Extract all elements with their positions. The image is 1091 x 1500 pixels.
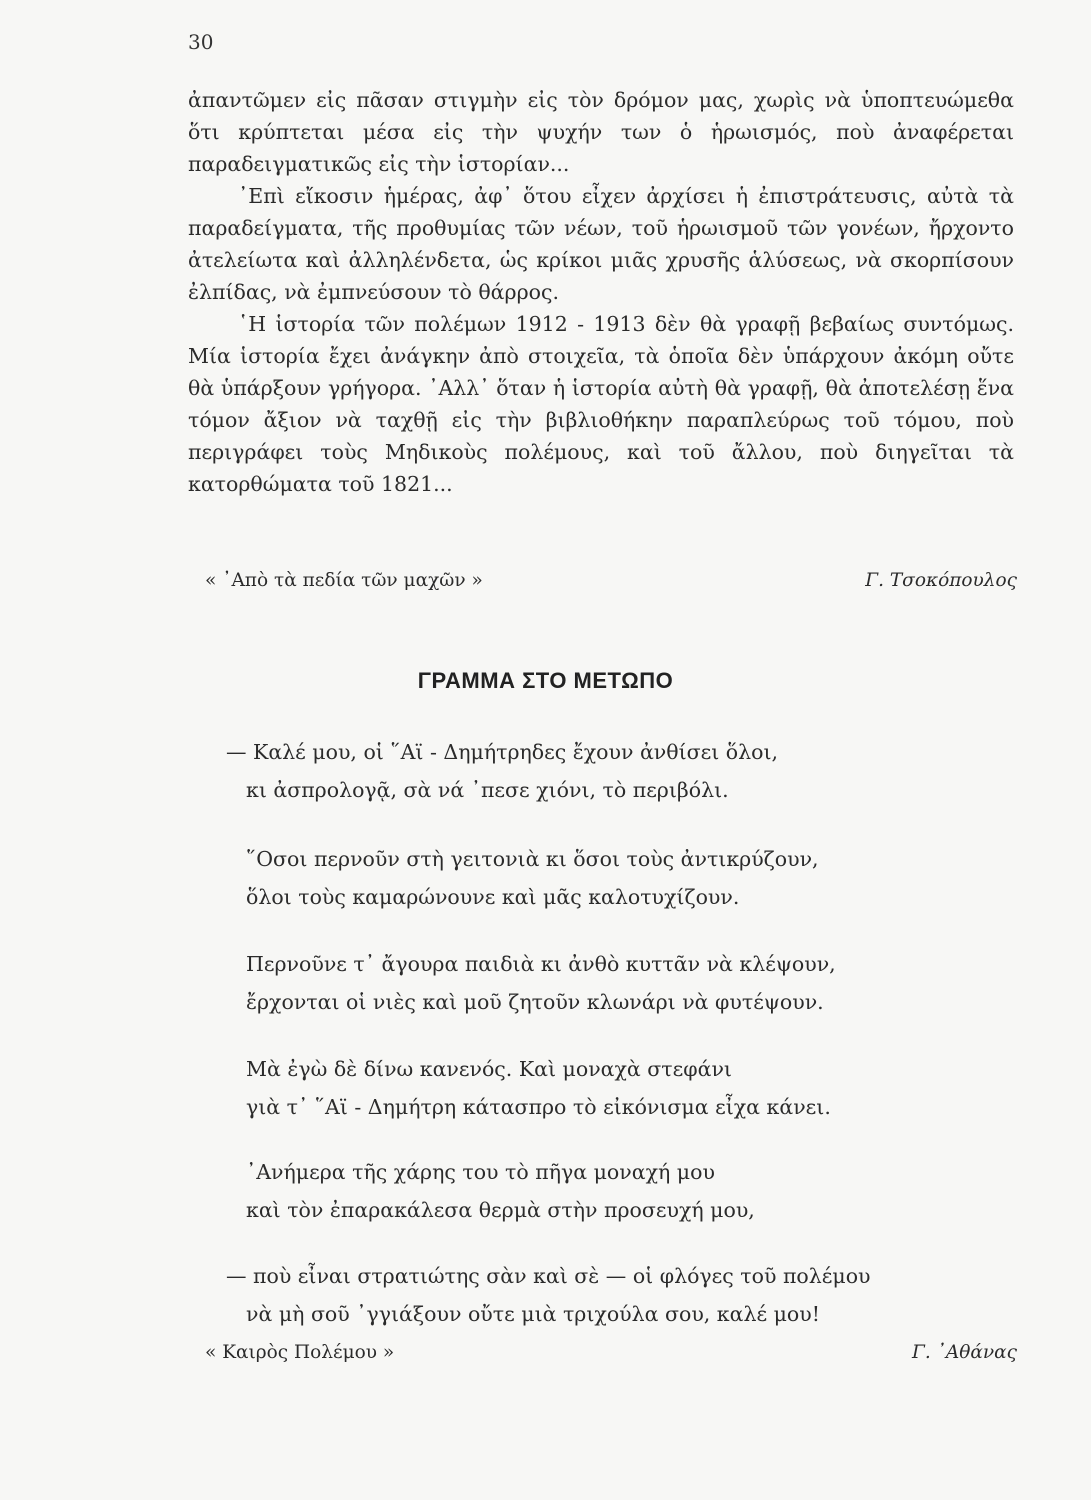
poem-stanza-5 bbox=[226, 1153, 755, 1229]
poem-line: ῞Οσοι περνοῦν στὴ γειτονιὰ κι ὅσοι τοὺς ἀντικρύζουν, bbox=[246, 847, 819, 871]
poem-line: — ποὺ εἶναι στρατιώτης σὰν καὶ σὲ — οἱ φλόγες τοῦ πολέμου bbox=[226, 1264, 871, 1288]
paragraph-1: ἀπαντῶμεν εἰς πᾶσαν στιγμὴν εἰς τὸν δρόμον μας, χωρὶς νὰ ὑποπτευώμεθα ὅτι κρύπτεται μέσα εἰς τὴν ψυχήν των ὁ ἡρωισμός, ποὺ ἀναφέρεται παραδειγματικῶς εἰς τὴν ἱστορίαν... bbox=[188, 88, 1014, 176]
poem-stanza-4 bbox=[226, 1050, 831, 1126]
paragraph-3: ῾Η ἱστορία τῶν πολέμων 1912 - 1913 δὲν θὰ γραφῇ βεβαίως συντόμως. Μία ἱστορία ἔχει ἀνάγκην ἀπὸ στοιχεῖα, τὰ ὁποῖα δὲν ὑπάρχουν ἀκόμη οὔτε θὰ ὑπάρξουν γρήγορα. ᾿Αλλ᾿ ὅταν ἡ ἱστορία αὐτὴ θὰ γραφῇ, θὰ ἀποτελέσῃ ἕνα τόμον ἄξιον νὰ ταχθῇ εἰς τὴν βιβλιοθήκην παραπλεύρως τοῦ τόμου, ποὺ περιγράφει τοὺς Μηδικοὺς πολέμους, καὶ τοῦ ἄλλου, ποὺ διηγεῖται τὰ κατορθώματα τοῦ 1821... bbox=[188, 312, 1014, 496]
citation-author: Γ. Τσοκόπουλος bbox=[865, 570, 1017, 591]
poem-line: Μὰ ἐγὼ δὲ δίνω κανενός. Καὶ μοναχὰ στεφάνι bbox=[246, 1057, 732, 1081]
poem-line: ὅλοι τοὺς καμαρώνουνε καὶ μᾶς καλοτυχίζουν. bbox=[246, 885, 740, 909]
citation-source: « Καιρὸς Πολέμου » bbox=[205, 1342, 395, 1363]
citation-author: Γ. ᾿Αθάνας bbox=[912, 1342, 1017, 1363]
poem-stanza-6 bbox=[226, 1257, 871, 1333]
poem-line: καὶ τὸν ἐπαρακάλεσα θερμὰ στὴν προσευχή μου, bbox=[246, 1198, 755, 1222]
poem-title: ΓΡΑΜΜΑ ΣΤΟ ΜΕΤΩΠΟ bbox=[417, 668, 674, 693]
poem-stanza-3 bbox=[226, 945, 836, 1021]
poem-stanza-2 bbox=[226, 840, 819, 916]
poem-line: κι ἀσπρολογᾷ, σὰ νά ᾿πεσε χιόνι, τὸ περιβόλι. bbox=[246, 778, 729, 802]
poem-line: γιὰ τ᾿ ῞Αϊ - Δημήτρη κάτασπρο τὸ εἰκόνισμα εἶχα κάνει. bbox=[246, 1095, 831, 1119]
poem-line: Περνοῦνε τ᾿ ἄγουρα παιδιὰ κι ἀνθὸ κυττᾶν νὰ κλέψουν, bbox=[246, 952, 836, 976]
poem-line: νὰ μὴ σοῦ ᾿γγιάξουν οὔτε μιὰ τριχούλα σου, καλέ μου! bbox=[246, 1302, 820, 1326]
citation-athanas bbox=[205, 1342, 1017, 1363]
poem-line: — Καλέ μου, οἱ ῞Αϊ - Δημήτρηδες ἔχουν ἀνθίσει ὅλοι, bbox=[226, 740, 779, 764]
citation-tsokopoulos bbox=[205, 570, 1017, 591]
prose-body bbox=[188, 84, 1014, 500]
poem-line: ᾿Ανήμερα τῆς χάρης του τὸ πῆγα μοναχή μου bbox=[246, 1160, 715, 1184]
poem-stanza-1 bbox=[226, 733, 778, 809]
paragraph-2: ᾿Επὶ εἴκοσιν ἡμέρας, ἀφ᾿ ὅτου εἶχεν ἀρχίσει ἡ ἐπιστράτευσις, αὐτὰ τὰ παραδείγματα, τῆς προθυμίας τῶν νέων, τοῦ ἡρωισμοῦ τῶν γονέων, ἤρχοντο ἀτελείωτα καὶ ἀλληλένδετα, ὡς κρίκοι μιᾶς χρυσῆς ἁλύσεως, νὰ σκορπίσουν ἐλπίδας, νὰ ἐμπνεύσουν τὸ θάρρος. bbox=[188, 184, 1014, 304]
citation-source: « ᾿Απὸ τὰ πεδία τῶν μαχῶν » bbox=[205, 570, 483, 591]
poem-line: ἔρχονται οἱ νιὲς καὶ μοῦ ζητοῦν κλωνάρι νὰ φυτέψουν. bbox=[246, 990, 824, 1014]
page-number: 30 bbox=[188, 30, 214, 54]
